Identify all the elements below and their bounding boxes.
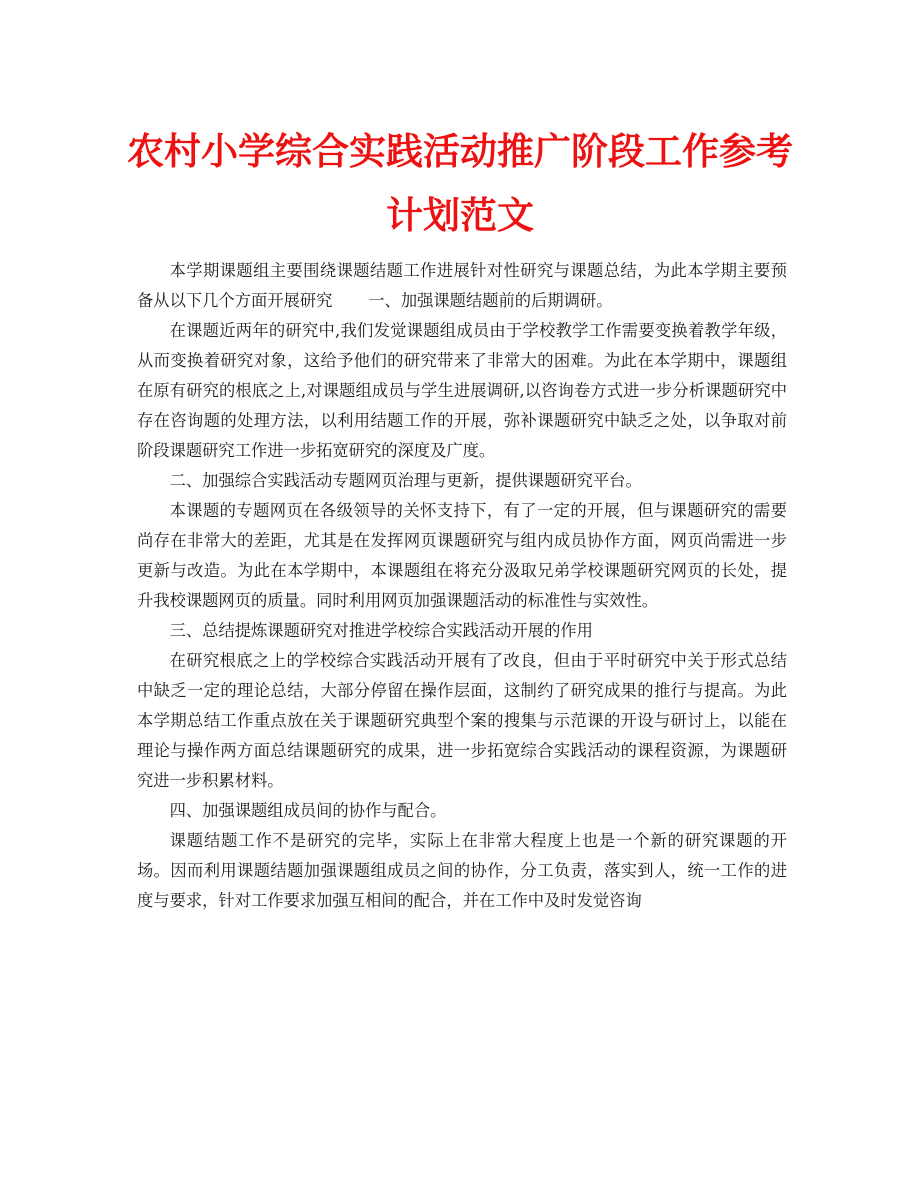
paragraph-summary: 在研究根底之上的学校综合实践活动开展有了改良，但由于平时研究中关于形式总结中缺乏一定的理论总结，大部分停留在操作层面，这制约了研究成果的推行与提高。为此本学期总结工作重点放在关于课题研究典型个案的搜集与示范课的开设与研讨上，以能在理论与操作两方面总结课题研究的成果，进一步拓宽综合实践活动的课程资源，为课题研究进一步积累材料。: [137, 651, 787, 790]
paragraph-intro-text: 本学期课题组主要围绕课题结题工作进展针对性研究与课题总结，为此本学期主要预备从以下几个方面开展研究: [137, 261, 787, 310]
paragraph-cooperation: 课题结题工作不是研究的完毕，实际上在非常大程度上也是一个新的研究课题的开场。因而利用课题结题加强课题组成员之间的协作，分工负责，落实到人，统一工作的进度与要求，针对工作要求加强互相间的配合，并在工作中及时发觉咨询: [137, 831, 787, 910]
section-heading-2: 二、加强综合实践活动专题网页治理与更新，提供课题研究平台。: [169, 471, 642, 490]
document-title-line-2: 计划范文: [386, 194, 534, 237]
paragraph-webpage: 本课题的专题网页在各级领导的关怀支持下，有了一定的开展，但与课题研究的需要尚存在非常大的差距，尤其是在发挥网页课题研究与组内成员协作方面，网页尚需进一步更新与改造。为此在本学期中，本课题组在将充分汲取兄弟学校课题研究网页的长处，提升我校课题网页的质量。同时利用网页加强课题活动的标准性与实效性。: [137, 501, 787, 610]
paragraph-research-background: 在课题近两年的研究中,我们发觉课题组成员由于学校教学工作需要变换着教学年级，从而变换着研究对象，这给予他们的研究带来了非常大的困难。为此在本学期中，课题组在原有研究的根底之上,对课题组成员与学生进展调研,以咨询卷方式进一步分析课题研究中存在咨询题的处理方法，以利用结题工作的开展，弥补课题研究中缺乏之处，以争取对前阶段课题研究工作进一步拓宽研究的深度及广度。: [137, 321, 787, 460]
document-body: [137, 256, 787, 916]
paragraph-intro: [137, 256, 787, 316]
section-heading-3: 三、总结提炼课题研究对推进学校综合实践活动开展的作用: [169, 621, 593, 640]
section-heading-1: 一、加强课题结题前的后期调研。: [368, 291, 613, 310]
document-title-line-1: 农村小学综合实践活动推广阶段工作参考: [127, 130, 793, 173]
section-heading-4: 四、加强课题组成员间的协作与配合。: [169, 801, 447, 820]
